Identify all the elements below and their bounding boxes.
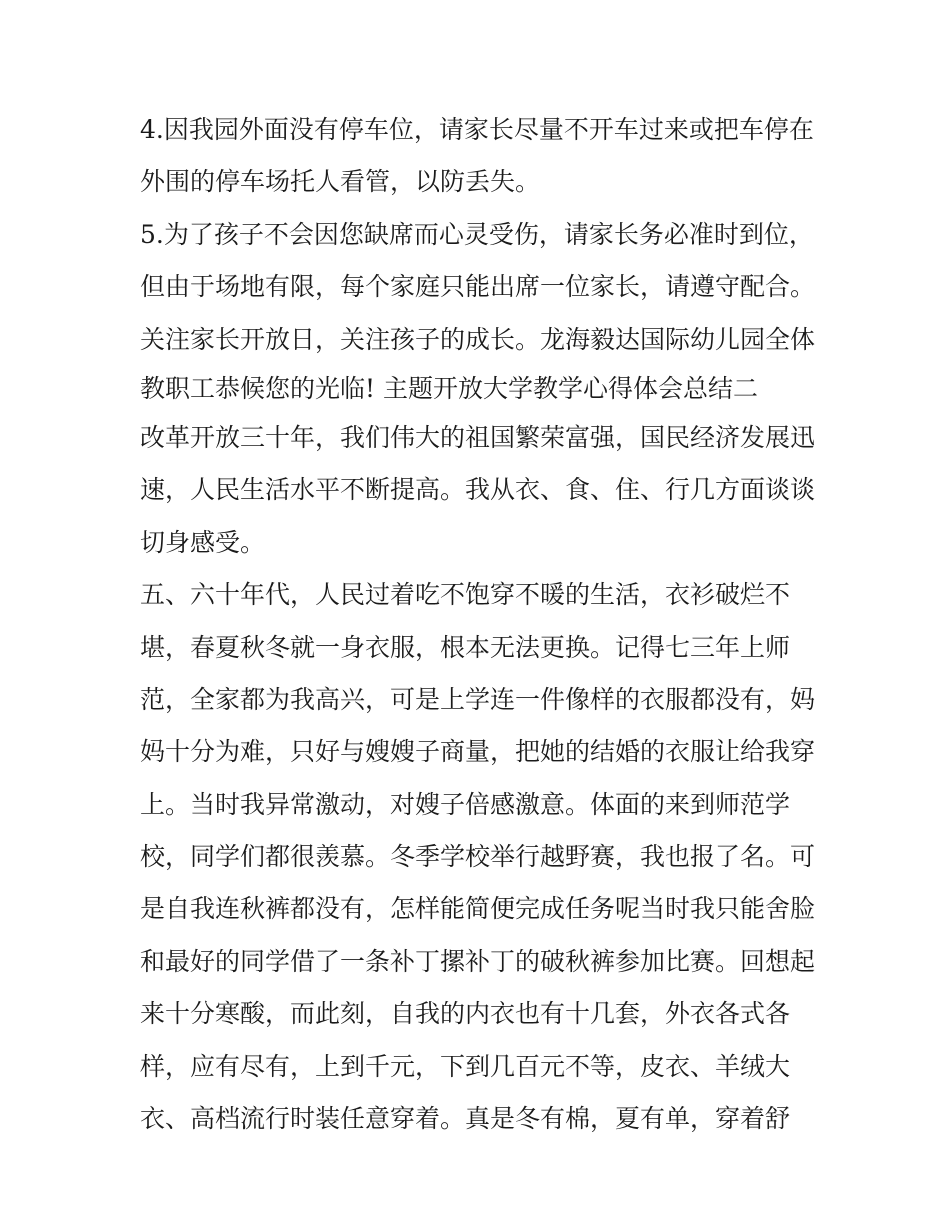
text-line: 4.因我园外面没有停车位，请家长尽量不开车过来或把车停在 — [140, 115, 814, 144]
text-line: 改革开放三十年，我们伟大的祖国繁荣富强，国民经济发展迅 — [140, 422, 816, 452]
text-line: 切身感受。 — [140, 527, 266, 557]
text-line: 上。当时我异常激动，对嫂子倍感激意。体面的来到师范学 — [140, 789, 791, 819]
text-line: 校，同学们都很羡慕。冬季学校举行越野赛，我也报了名。可 — [140, 842, 816, 872]
text-line: 关注家长开放日，关注孩子的成长。龙海毅达国际幼儿园全体 — [140, 324, 816, 354]
text-line: 和最好的同学借了一条补丁摞补丁的破秋裤参加比赛。回想起 — [140, 946, 816, 976]
text-line: 堪，春夏秋冬就一身衣服，根本无法更换。记得七三年上师 — [140, 632, 791, 662]
text-line: 妈十分为难，只好与嫂嫂子商量，把她的结婚的衣服让给我穿 — [140, 737, 816, 767]
text-line: 但由于场地有限，每个家庭只能出席一位家长，请遵守配合。 — [140, 272, 816, 302]
text-line: 外围的停车场托人看管，以防丢失。 — [140, 167, 541, 197]
text-line: 5.为了孩子不会因您缺席而心灵受伤，请家长务必准时到位， — [140, 219, 814, 249]
text-line: 教职工恭候您的光临! 主题开放大学教学心得体会总结二 — [140, 373, 758, 403]
text-line: 衣、高档流行时装任意穿着。真是冬有棉，夏有单，穿着舒 — [140, 1104, 791, 1134]
text-line: 速，人民生活水平不断提高。我从衣、食、住、行几方面谈谈 — [140, 475, 816, 505]
text-line: 范，全家都为我高兴，可是上学连一件像样的衣服都没有，妈 — [140, 684, 816, 714]
text-line: 五、六十年代，人民过着吃不饱穿不暖的生活，衣衫破烂不 — [140, 580, 791, 610]
text-line: 来十分寒酸，而此刻，自我的内衣也有十几套，外衣各式各 — [140, 999, 791, 1029]
document-body — [140, 104, 830, 1145]
text-line: 样，应有尽有，上到千元，下到几百元不等，皮衣、羊绒大 — [140, 1051, 791, 1081]
text-line: 是自我连秋裤都没有，怎样能简便完成任务呢当时我只能舍脸 — [140, 894, 816, 924]
